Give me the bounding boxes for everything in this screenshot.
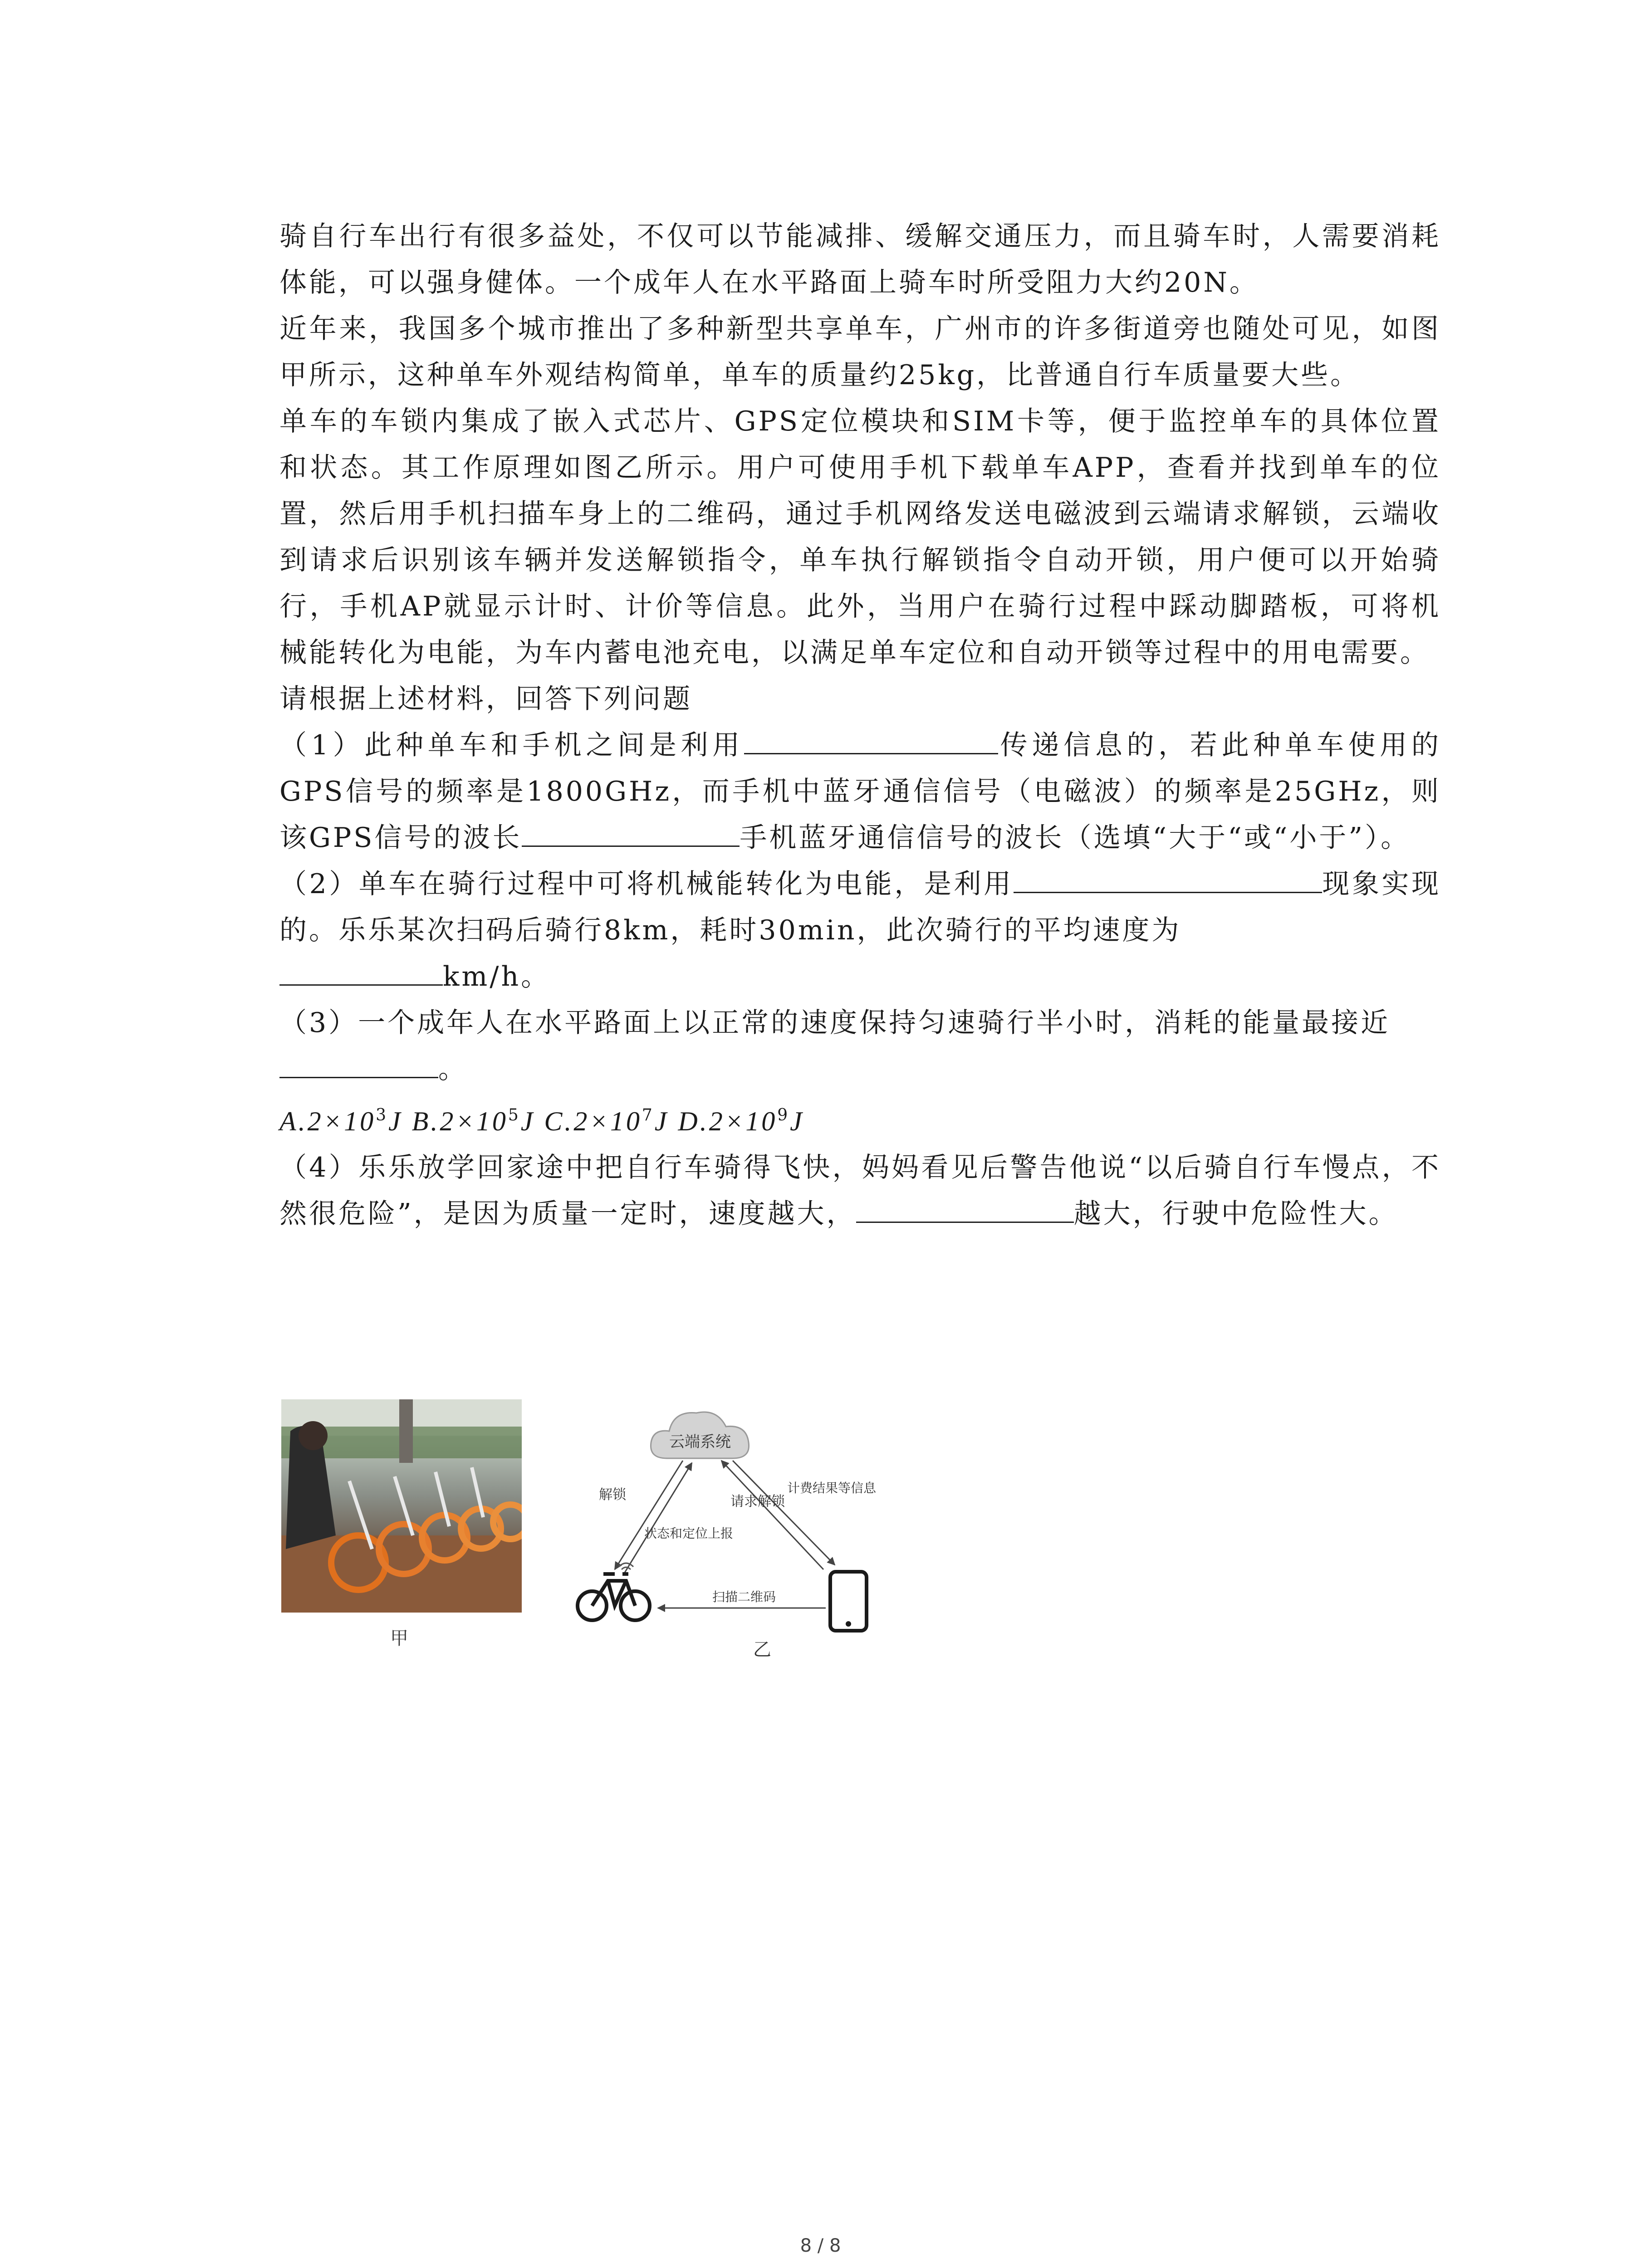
prompt: 请根据上述材料，回答下列问题	[279, 683, 692, 715]
q2-text-c: km/h。	[443, 961, 551, 992]
billing-label: 计费结果等信息	[787, 1481, 877, 1496]
unlock-label: 解锁	[599, 1487, 626, 1503]
page-number: 8 / 8	[800, 2235, 841, 2256]
q1-text-e: 手机蓝牙通信信号的波长（选填“大于“或“小于”）。	[740, 822, 1411, 854]
question-3	[279, 1000, 1441, 1092]
intro-paragraph-2: 近年来，我国多个城市推出了多种新型共享单车，广州市的许多街道旁也随处可见，如图甲所示，这种单车外观结构简单，单车的质量约25kg，比普通自行车质量要大些。	[279, 313, 1441, 391]
q3-options	[279, 1092, 1441, 1144]
caption-yi: 乙	[753, 1639, 771, 1660]
q4-text-a: （4）乐乐放学回家途中把自行车骑得飞快，妈妈看见后警告他说“以后骑自行车慢点，不然很危险”，是因为质量一定时，速度越大，	[279, 1152, 1441, 1230]
question-4	[279, 1144, 1441, 1237]
option-d-exp: 9	[777, 1106, 790, 1124]
q2-text-b: 现象实现的。乐乐某次扫码后骑行8km，耗时30min，此次骑行的平均速度为	[279, 868, 1441, 946]
request-label: 请求解锁	[730, 1494, 785, 1510]
option-c-exp: 7	[642, 1106, 655, 1124]
billing-arrow	[733, 1461, 835, 1565]
q4-text-b: 越大，行驶中危险性大。	[1073, 1198, 1398, 1230]
cloud-label: 云端系统	[669, 1433, 731, 1451]
intro-paragraph-3: 单车的车锁内集成了嵌入式芯片、GPS定位模块和SIM卡等，便于监控单车的具体位置和状态。其工作原理如图乙所示。用户可使用手机下载单车APP，查看并找到单车的位置，然后用手机扫描车身上的二维码，通过手机网络发送电磁波到云端请求解锁，云端收到请求后识别该车辆并发送解锁指令，单车执行解锁指令自动开锁，用户便可以开始骑行，手机AP就显示计时、计价等信息。此外，当用户在骑行过程中踩动脚踏板，可将机械能转化为电能，为车内蓄电池充电，以满足单车定位和自动开锁等过程中的用电需要。	[279, 406, 1441, 669]
q1-blank-2[interactable]	[522, 817, 740, 847]
unlock-diagram	[572, 1399, 962, 1653]
option-b-base: J B.2×10	[388, 1106, 508, 1136]
q3-text-b: 。	[438, 1053, 468, 1085]
bicycle-icon	[578, 1574, 650, 1620]
request-arrow	[721, 1461, 823, 1569]
q1-text-c: GPS信号的频率是1800GHz，而手机中蓝牙通信信号（电磁波）的频率是25GHz，则该	[279, 776, 1441, 854]
unlock-arrow	[615, 1461, 683, 1569]
option-b-exp: 5	[508, 1106, 521, 1124]
q1-text-b: 传递信息的，若此种单车使用的	[998, 729, 1441, 761]
q1-text-d: GPS信号的波长	[309, 822, 522, 854]
option-c-base: J C.2×10	[520, 1106, 642, 1136]
option-d-base: J D.2×10	[654, 1106, 778, 1136]
q2-text-a: （2）单车在骑行过程中可将机械能转化为电能，是利用	[279, 868, 1014, 900]
status-label: 状态和定位上报	[644, 1526, 734, 1541]
phone-icon	[830, 1572, 867, 1631]
question-2	[279, 861, 1441, 1000]
q2-blank-1[interactable]	[1014, 864, 1322, 893]
scan-label: 扫描二维码	[712, 1589, 776, 1604]
option-a-exp: 3	[376, 1106, 389, 1124]
photo-illustration	[281, 1399, 522, 1613]
option-a-base: A.2×10	[279, 1106, 376, 1136]
option-d-unit: J	[790, 1106, 804, 1136]
q3-blank[interactable]	[279, 1049, 438, 1078]
caption-jia: 甲	[390, 1628, 408, 1649]
wifi-icon	[619, 1563, 633, 1569]
q4-blank[interactable]	[856, 1193, 1074, 1223]
q1-blank-1[interactable]	[744, 725, 998, 754]
figures	[281, 1399, 962, 1672]
q1-text-a: （1）此种单车和手机之间是利用	[279, 729, 744, 761]
question-1	[279, 722, 1441, 861]
question-content	[279, 213, 1441, 1237]
shared-bike-photo	[281, 1399, 522, 1613]
status-arrow	[624, 1463, 692, 1574]
q2-blank-2[interactable]	[279, 956, 443, 986]
q3-text-a: （3）一个成年人在水平路面上以正常的速度保持匀速骑行半小时，消耗的能量最接近	[279, 1007, 1391, 1039]
intro-paragraph-1: 骑自行车出行有很多益处，不仅可以节能减排、缓解交通压力，而且骑车时，人需要消耗体能，可以强身健体。一个成年人在水平路面上骑车时所受阻力大约20N。	[279, 220, 1441, 298]
